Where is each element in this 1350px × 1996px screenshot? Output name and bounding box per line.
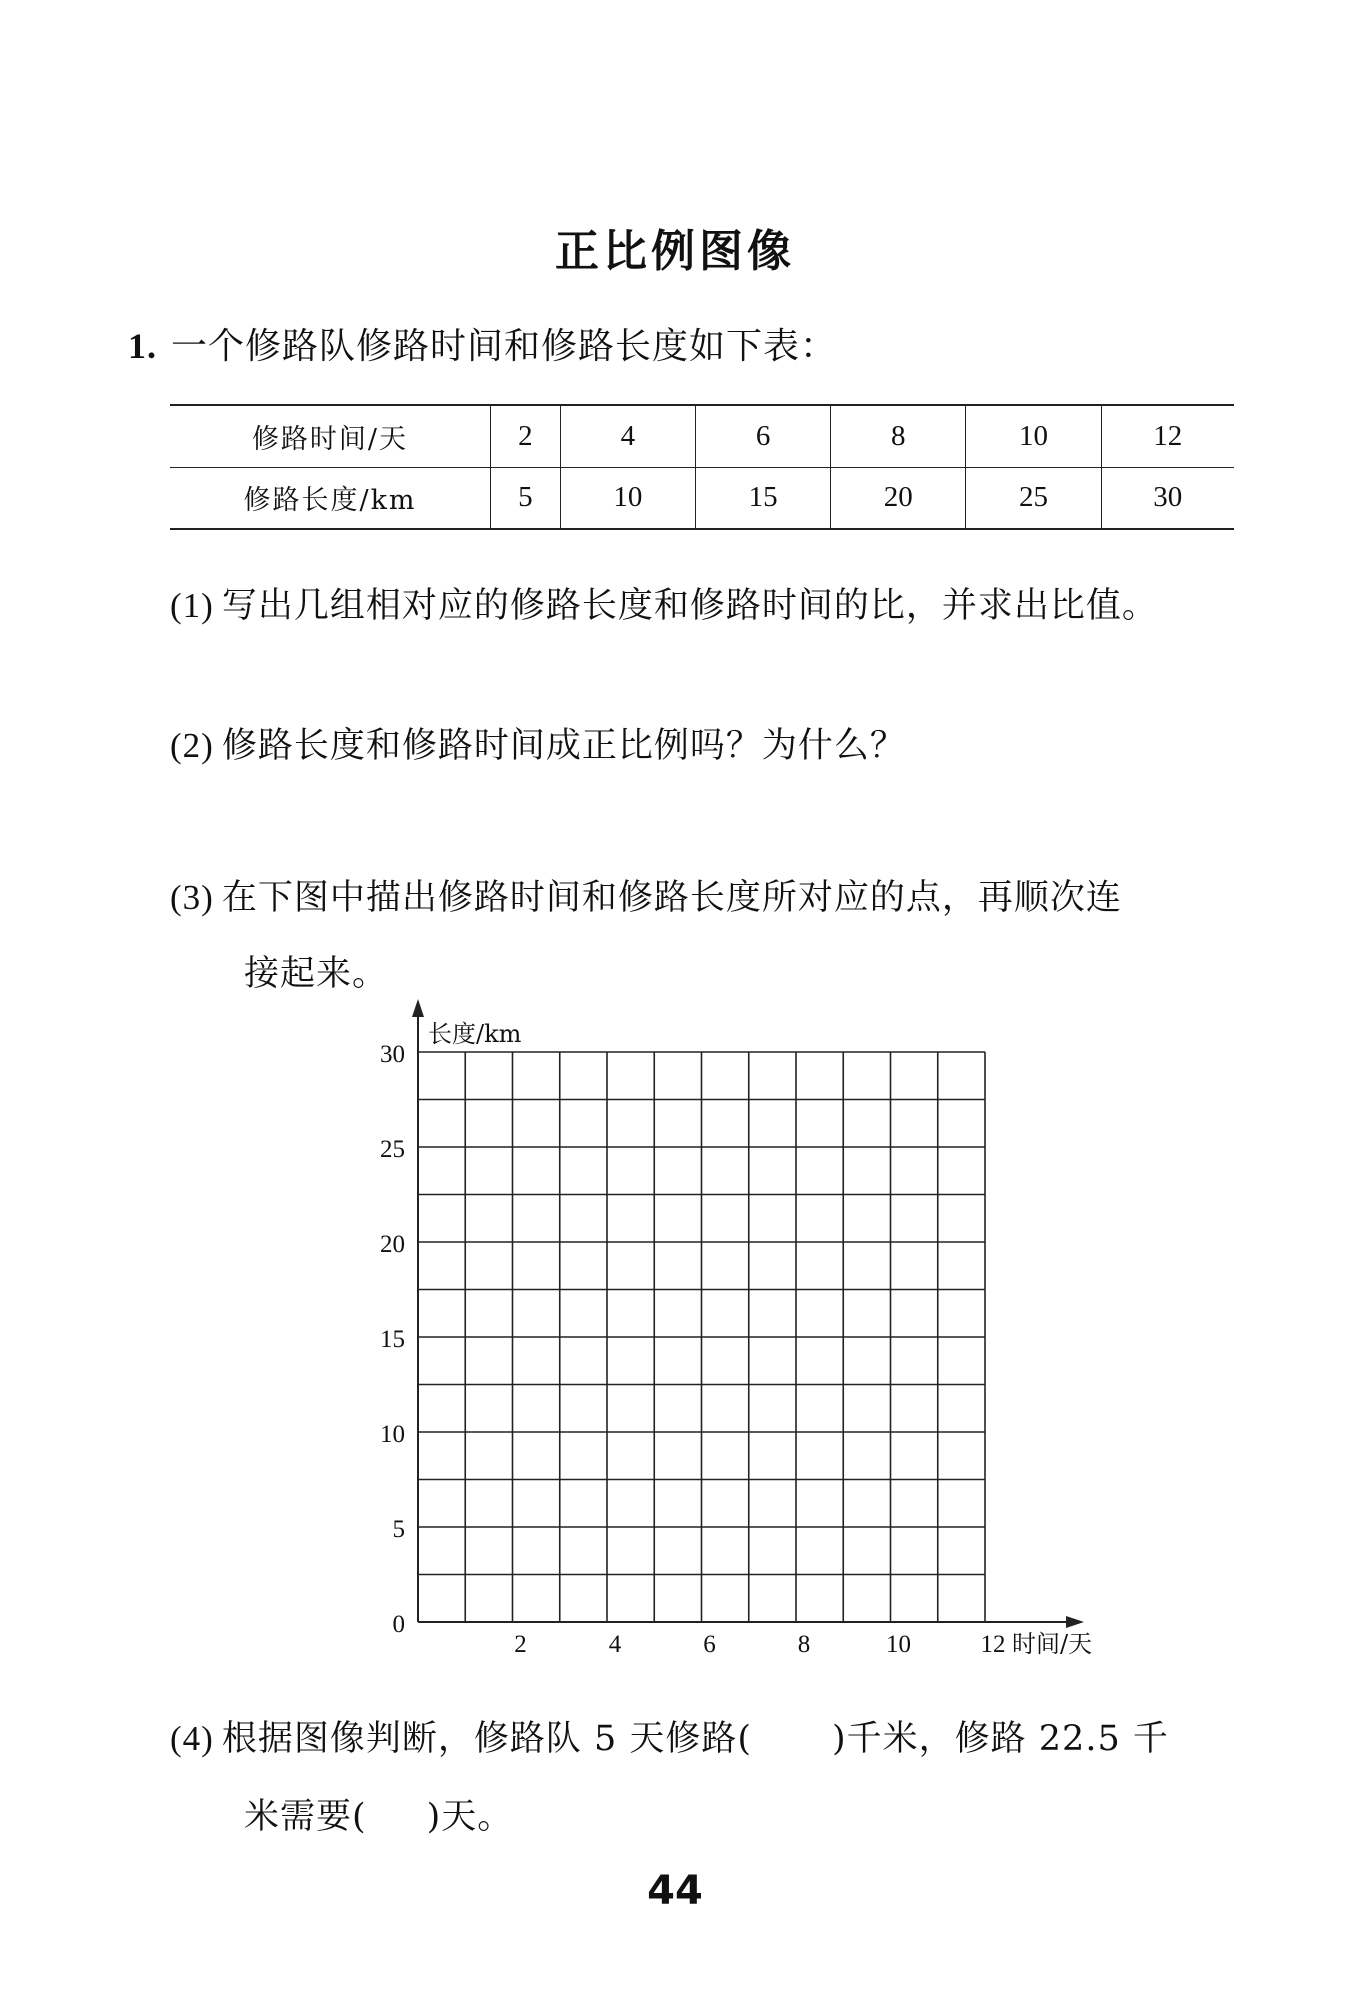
y-axis-arrow-icon — [412, 999, 424, 1017]
subquestion-text: 根据图像判断，修路队 5 天修路( — [221, 1719, 752, 1759]
x-axis-arrow-icon — [1066, 1616, 1084, 1628]
x-tick-label: 12 — [980, 1631, 1006, 1658]
subquestion-text: 写出几组相对应的修路长度和修路时间的比，并求出比值。 — [221, 586, 1158, 626]
table-cell: 5 — [491, 467, 561, 529]
y-tick-label: 25 — [380, 1136, 405, 1163]
table-cell: 10 — [560, 467, 695, 529]
y-tick-label: 0 — [392, 1611, 405, 1638]
subquestion-text: 米需要( — [244, 1797, 367, 1837]
y-tick-label: 10 — [380, 1421, 405, 1448]
x-tick-label: 10 — [886, 1631, 911, 1658]
x-tick-label: 6 — [703, 1631, 716, 1658]
table-cell: 10 — [966, 405, 1101, 467]
row-label: 修路长度/km — [170, 467, 491, 529]
page-number: 44 — [647, 1868, 703, 1914]
row-label: 修路时间/天 — [170, 405, 491, 467]
y-tick-label: 20 — [380, 1231, 405, 1258]
table-cell: 4 — [560, 405, 695, 467]
table-cell: 20 — [831, 467, 966, 529]
x-tick-label: 2 — [514, 1631, 527, 1658]
table-cell: 6 — [696, 405, 831, 467]
table-cell: 2 — [491, 405, 561, 467]
subquestion-text: 在下图中描出修路时间和修路长度所对应的点，再顺次连 — [221, 878, 1122, 918]
y-tick-label: 5 — [392, 1516, 405, 1543]
subquestion-text: 修路长度和修路时间成正比例吗？为什么？ — [221, 726, 906, 766]
subquestion-number: (1) — [170, 586, 214, 625]
subquestion-number: (2) — [170, 726, 214, 765]
table-cell: 8 — [831, 405, 966, 467]
x-tick-label: 8 — [797, 1631, 811, 1658]
subquestion-text-continued: 接起来。 — [244, 954, 389, 994]
table-cell: 30 — [1101, 467, 1234, 529]
table-cell: 15 — [696, 467, 831, 529]
table-cell: 25 — [966, 467, 1101, 529]
subquestion-text: )天。 — [426, 1797, 514, 1837]
x-tick-label: 4 — [608, 1631, 622, 1658]
page-title: 正比例图像 — [555, 226, 795, 277]
y-axis-label: 长度/km — [428, 1020, 522, 1048]
subquestion-number: (3) — [170, 878, 214, 917]
y-tick-labels — [380, 1041, 405, 1638]
x-axis-label: 时间/天 — [1012, 1630, 1093, 1658]
x-tick-labels — [514, 1631, 1005, 1658]
grid — [418, 1052, 985, 1622]
table-cell: 12 — [1101, 405, 1234, 467]
subquestion-text: )千米，修路 22.5 千 — [832, 1719, 1169, 1759]
subquestion-number: (4) — [170, 1719, 214, 1758]
question-number: 1. — [128, 326, 157, 366]
question-text: 一个修路队修路时间和修路长度如下表： — [171, 326, 838, 367]
subquestion-4 — [170, 1700, 1250, 1856]
y-tick-label: 15 — [380, 1326, 405, 1353]
y-tick-label: 30 — [380, 1041, 405, 1068]
